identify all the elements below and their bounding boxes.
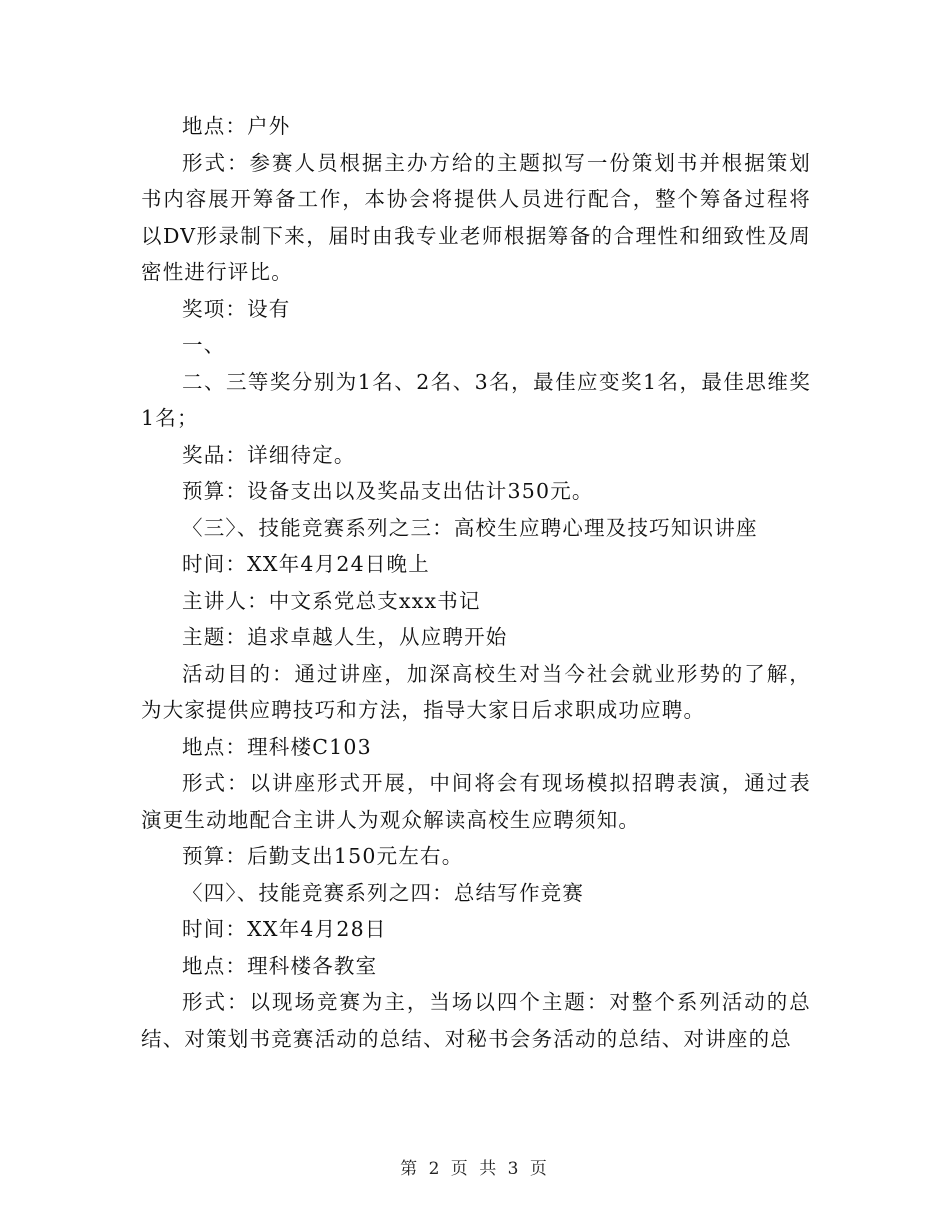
paragraph-format-writing: 形式：以现场竞赛为主，当场以四个主题：对整个系列活动的总结、对策划书竞赛活动的总结、对秘书会务活动的总结、对讲座的总	[141, 990, 811, 1051]
paragraph-time-april-24: 时间：XX年4月24日晚上	[182, 552, 430, 576]
paragraph-prizes: 奖品：详细待定。	[182, 442, 356, 467]
document-body	[141, 108, 811, 1057]
section-heading-four: 〈四〉、技能竞赛系列之四：总结写作竞赛	[182, 880, 585, 905]
paragraph-budget-350: 预算：设备支出以及奖品支出估计350元。	[182, 479, 594, 503]
paragraph-speaker: 主讲人：中文系党总支xxx书记	[182, 588, 481, 613]
paragraph-location-outdoor: 地点：户外	[182, 114, 291, 138]
page-number-footer: 第 2 页 共 3 页	[400, 1159, 550, 1179]
paragraph-budget-150: 预算：后勤支出150元左右。	[182, 844, 464, 868]
section-heading-three: 〈三〉、技能竞赛系列之三：高校生应聘心理及技巧知识讲座	[182, 515, 758, 540]
paragraph-location-c103: 地点：理科楼C103	[182, 734, 372, 759]
paragraph-prize-counts: 二、三等奖分别为1名、2名、3名，最佳应变奖1名，最佳思维奖1名；	[141, 369, 811, 430]
paragraph-first-prize: 一、	[182, 333, 226, 357]
paragraph-awards: 奖项：设有	[182, 296, 291, 321]
paragraph-theme: 主题：追求卓越人生，从应聘开始	[182, 625, 508, 649]
paragraph-purpose: 活动目的：通过讲座，加深高校生对当今社会就业形势的了解，为大家提供应聘技巧和方法，指导大家日后求职成功应聘。	[141, 661, 811, 722]
paragraph-format-lecture: 形式：以讲座形式开展，中间将会有现场模拟招聘表演，通过表演更生动地配合主讲人为观众解读高校生应聘须知。	[141, 771, 811, 832]
paragraph-location-classrooms: 地点：理科楼各教室	[182, 953, 378, 978]
paragraph-format-planning: 形式：参赛人员根据主办方给的主题拟写一份策划书并根据策划书内容展开筹备工作，本协会将提供人员进行配合，整个筹备过程将以DV形录制下来，届时由我专业老师根据筹备的合理性和细致性及周密性进行评比。	[141, 150, 811, 284]
paragraph-time-april-28: 时间：XX年4月28日	[182, 917, 387, 941]
